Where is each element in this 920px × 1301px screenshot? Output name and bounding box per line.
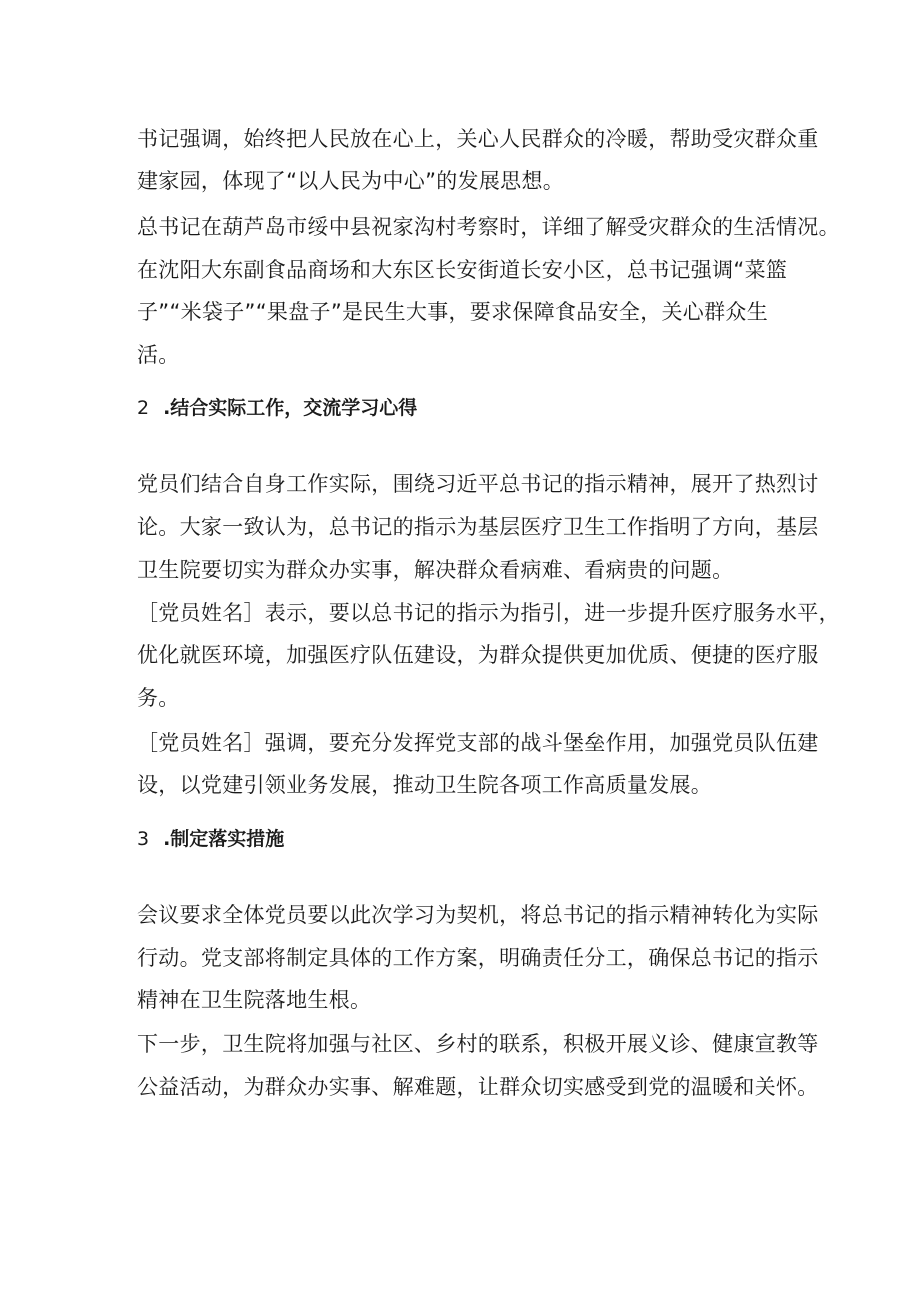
body-text-line: 在沈阳大东副食品商场和大东区长安街道长安小区，总书记强调“菜篮: [137, 258, 788, 282]
section-title: .结合实际工作，交流学习心得: [163, 397, 418, 419]
body-text-line: 活。: [137, 343, 180, 367]
body-text-line: 设，以党建引领业务发展，推动卫生院各项工作高质量发展。: [137, 773, 713, 797]
body-text-line: 行动。党支部将制定具体的工作方案，明确责任分工，确保总书记的指示: [137, 946, 819, 970]
body-text-line: 下一步，卫生院将加强与社区、乡村的联系，积极开展义诊、健康宣教等: [137, 1032, 819, 1056]
body-text-line: 建家园，体现了“以人民为中心”的发展思想。: [137, 169, 565, 193]
section-number: 2: [137, 397, 150, 419]
body-text-line: 务。: [137, 686, 180, 710]
body-text-line: 总书记在葫芦岛市绥中县祝家沟村考察时，详细了解受灾群众的生活情况。: [137, 215, 840, 239]
body-text-line: 论。大家一致认为，总书记的指示为基层医疗卫生工作指明了方向，基层: [137, 515, 819, 539]
body-text-line: ［党员姓名］强调，要充分发挥党支部的战斗堡垒作用，加强党员队伍建: [137, 731, 819, 755]
body-text-line: ［党员姓名］表示，要以总书记的指示为指引，进一步提升医疗服务水平，: [137, 601, 840, 625]
section-heading-3: [137, 825, 284, 853]
body-text-line: 子”“米袋子”“果盘子”是民生大事，要求保障食品安全，关心群众生: [137, 300, 768, 324]
body-text-line: 卫生院要切实为群众办实事，解决群众看病难、看病贵的问题。: [137, 558, 734, 582]
body-text-line: 公益活动，为群众办实事、解难题，让群众切实感受到党的温暖和关怀。: [137, 1075, 819, 1099]
body-text-line: 书记强调，始终把人民放在心上，关心人民群众的冷暖，帮助受灾群众重: [137, 127, 819, 151]
body-text-line: 党员们结合自身工作实际，围绕习近平总书记的指示精神，展开了热烈讨: [137, 472, 819, 496]
section-heading-2: [137, 394, 417, 422]
section-title: .制定落实措施: [163, 828, 285, 850]
section-number: 3: [137, 828, 150, 850]
body-text-line: 精神在卫生院落地生根。: [137, 988, 372, 1012]
body-text-line: 会议要求全体党员要以此次学习为契机，将总书记的指示精神转化为实际: [137, 903, 819, 927]
body-text-line: 优化就医环境，加强医疗队伍建设，为群众提供更加优质、便捷的医疗服: [137, 643, 819, 667]
